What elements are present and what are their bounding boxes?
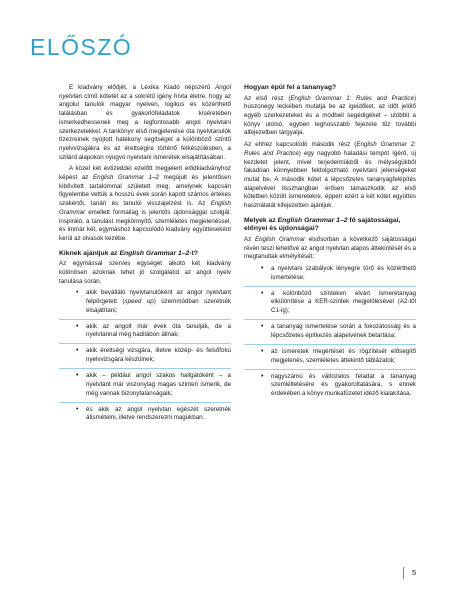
new-edition-paragraph: A közel két évtizeddel ezelőtt megjelent elődkiadványhoz képest az English Grammar 1–2 megújult és jelentősen kibővített tartalommal született meg, amelynek kapcsán figyelembe vettük a hosszú évek során kapott számos értékes szakértői, tanári és tanulói visszajelzést is. Az English Grammar emellett formailag is jelentős újdonsággal szolgál: inspiráló, a tanulást megkönnyítő, szemléletes megjelenéssel, és immár két, egymáshoz kapcsolódó kiadvány együtteseként kerül az olvasók kezébe. <box>59 165 231 242</box>
list-item: • és akik az angol nyelvtan egészét szeretnék átismételni, illetve rendszerezni magukban. <box>59 402 231 423</box>
features-intro-paragraph: Az English Grammar elsősorban a következő sajátosságai révén teszi lehetővé az angol nyelvtan alapos áttekintését és a megtanultak elmélyítését: <box>244 235 416 261</box>
structure-heading: Hogyan épül fel a tananyag? <box>244 84 337 91</box>
page-number-rule <box>403 567 404 579</box>
list-item: • akik beválláló nyelvtanulóként az angol nyelvtant felpörgetett (speed up) üzemmódban szeretnék elsajátítani; <box>59 289 231 315</box>
list-item: • akik az angolt már évek óta tanulják, de a nyelvtannal még hadilábon állnak; <box>59 319 231 340</box>
left-column <box>59 84 231 426</box>
audience-list <box>59 289 231 423</box>
list-item: • nagyszámú és változatos feladat a tananyag szemléltetésére és gyakoroltatására, s ennek érdekében a könyv munkafüzetet idéző kialakítása. <box>244 369 416 399</box>
audience-intro-paragraph: Az egymással szerves egységet alkotó két kiadvány különösen azoknak tehet jó szolgálatot az angol nyelv tanulása során, <box>59 260 231 285</box>
list-item: • az ismeretek megértését és rögzítését elősegítő megjelenés, szemléletes áttekintő táblázatok; <box>244 344 416 365</box>
features-heading: Melyek az English Grammar 1–2 fő sajátosságai, előnyei és újdonságai? <box>244 216 401 233</box>
intro-paragraph: E kiadvány elődjét, a Lexika Kiadó népszerű Angol nyelvtan című kötetét az a sokrétű igény hívta életre, hogy az angolul tanulók magyar nyelven, logikus és közérthető találásban és gyakorlófeladatok kíséretében ismerkedhessenek meg a legfontosabb angol nyelvtani szerkezetekkel. A tankönyv első megjelenése óta nyelvtanulók tízezreinek nyújtott hatékony segítséget a különböző szintű nyelvvizsgákra és az érettségire történő felkészülésben, a szilárd alapokon nyugvó nyelvtani ismeretek elsajátításában. <box>59 84 231 161</box>
second-volume-paragraph: Az ehhez kapcsolódó második rész (English Grammar 2: Rules and Practice) egy nagyobb haladási tempót ígérő, új kezdetet jelent, mivel terjedelmükből és mélységükből fakadóan könnyebben feldolgozható nyelvtani jelenségeket mutat be. A második kötet a lépcsőzetes tananyagfelépítés alapelvével összhangban erősen támaszkodik az első kötetben közölt ismeretekre, éppen ezért a két kötet együttes használatát kifejezetten ajánljuk. <box>244 141 416 210</box>
page-number: 5 <box>412 568 417 577</box>
right-column <box>244 84 416 402</box>
list-item: • akik érettségi vizsgára, illetve közép- és felsőfokú nyelvvizsgára készülnek; <box>59 343 231 364</box>
list-item: • a nyelvtani szabályok lényegre törő és közérthető ismertetése; <box>244 265 416 282</box>
audience-heading: Kiknek ajánljuk az English Grammar 1–2-t? <box>59 249 199 257</box>
list-item: • a tananyag ismertetése során a fokozatosság és a lépcsőzetes építkezés alapelvének betartása; <box>244 319 416 340</box>
first-volume-paragraph: Az első rész (English Grammar 1: Rules and Practice) huszonegy leckében mutatja be az igeidőket, az időt jelölő egyéb szerkezeteket és a módbeli segédigéket – utóbbit a könyv utolsó, egyben leghosszabb fejezete tűz további alfejezetben tárgyalja. <box>244 94 416 137</box>
list-item: • a különböző szinteken elvárt ismeretanyag elkülönítése a KER-szintek megjelölésével (A2-től C1-ig); <box>244 286 416 316</box>
features-list <box>244 265 416 399</box>
list-item: • akik – például angol szakos hallgatóként – a nyelvtant már viszonylag magas szinten ismerik, de még vannak bizonytalanságaik; <box>59 368 231 398</box>
page-title: ELŐSZÓ <box>30 34 133 60</box>
